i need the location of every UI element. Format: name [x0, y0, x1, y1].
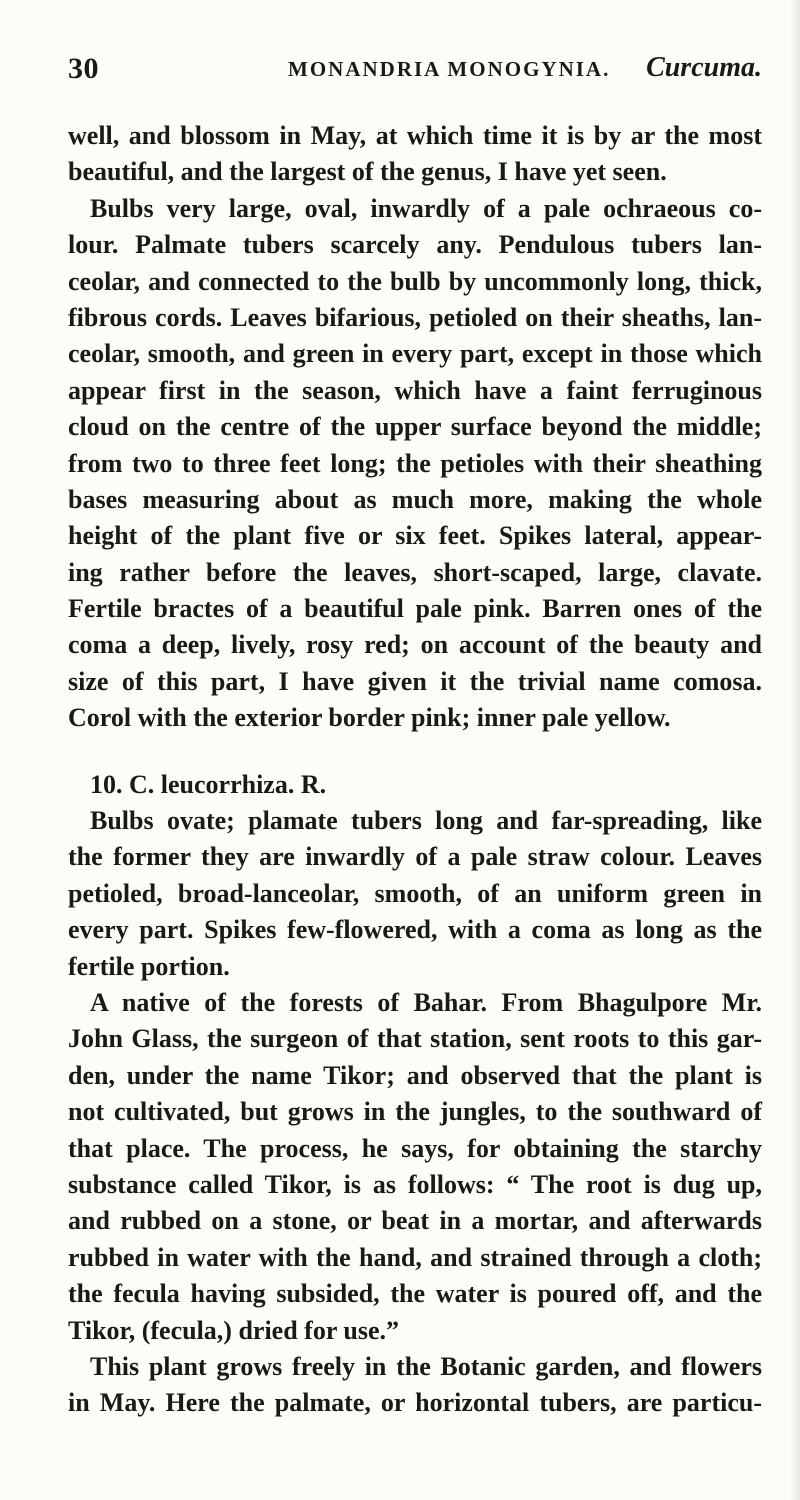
text-line: petioled, broad-lanceolar, smooth, of an uniform green in [68, 878, 762, 908]
text-line: lour. Palmate tubers scarcely any. Pendulous tubers lan- [68, 230, 762, 260]
text-line: ing rather before the leaves, short-scaped, large, clavate. [68, 557, 762, 587]
text-line: ceolar, and connected to the bulb by uncommonly long, thick, [68, 266, 762, 296]
text-line: in May. Here the palmate, or horizontal tubers, are particu- [68, 1388, 762, 1418]
text-line: that place. The process, he says, for obtaining the starchy [68, 1133, 762, 1163]
running-head-title: MONANDRIA MONOGYNIA. [288, 57, 611, 81]
text-line: the former they are inwardly of a pale straw colour. Leaves [68, 842, 762, 872]
text-line: Bulbs ovate; plamate tubers long and far-spreading, like [90, 806, 762, 836]
page-number: 30 [68, 52, 99, 85]
page-edge-shadow [790, 0, 800, 1500]
genus-title: Curcuma. [646, 52, 762, 83]
text-line: Bulbs very large, oval, inwardly of a pale ochraeous co- [90, 193, 762, 223]
text-line: Fertile bractes of a beautiful pale pink. Barren ones of the [68, 594, 762, 624]
text-line: John Glass, the surgeon of that station, sent roots to this gar- [68, 1024, 762, 1054]
text-line: appear first in the season, which have a faint ferruginous [68, 375, 762, 405]
text-line: rubbed in water with the hand, and strained through a cloth; [68, 1242, 762, 1272]
text-line: from two to three feet long; the petioles with their sheathing [68, 448, 762, 478]
text-line: size of this part, I have given it the trivial name comosa. [68, 666, 762, 696]
text-line: beautiful, and the largest of the genus, I have yet seen. [68, 157, 667, 187]
running-header [68, 52, 762, 96]
text-line: This plant grows freely in the Botanic garden, and flowers [90, 1351, 762, 1381]
text-line: A native of the forests of Bahar. From Bhagulpore Mr. [90, 987, 762, 1017]
text-line: every part. Spikes few-flowered, with a coma as long as the [68, 915, 762, 945]
text-line: not cultivated, but grows in the jungles, to the southward of [68, 1097, 762, 1127]
text-line: ceolar, smooth, and green in every part, except in those which [68, 339, 762, 369]
text-line: den, under the name Tikor; and observed that the plant is [68, 1060, 762, 1090]
text-line: Tikor, (fecula,) dried for use.” [68, 1315, 400, 1345]
text-line: fibrous cords. Leaves bifarious, petioled on their sheaths, lan- [68, 302, 762, 332]
text-line: bases measuring about as much more, making the whole [68, 484, 762, 514]
text-line: cloud on the centre of the upper surface beyond the middle; [68, 412, 762, 442]
body-text [68, 118, 762, 1422]
text-line: and rubbed on a stone, or beat in a mortar, and afterwards [68, 1206, 762, 1236]
species-heading: 10. C. leucorrhiza. R. [90, 769, 327, 799]
text-line: Corol with the exterior border pink; inner pale yellow. [68, 703, 671, 733]
text-line: substance called Tikor, is as follows: “ The root is dug up, [68, 1169, 762, 1199]
text-line: fertile portion. [68, 951, 230, 981]
text-line: coma a deep, lively, rosy red; on account of the beauty and [68, 630, 762, 660]
text-line: height of the plant five or six feet. Spikes lateral, appear- [68, 521, 762, 551]
text-line: well, and blossom in May, at which time it is by ar the most [68, 121, 762, 150]
text-line: the fecula having subsided, the water is poured off, and the [68, 1279, 762, 1309]
